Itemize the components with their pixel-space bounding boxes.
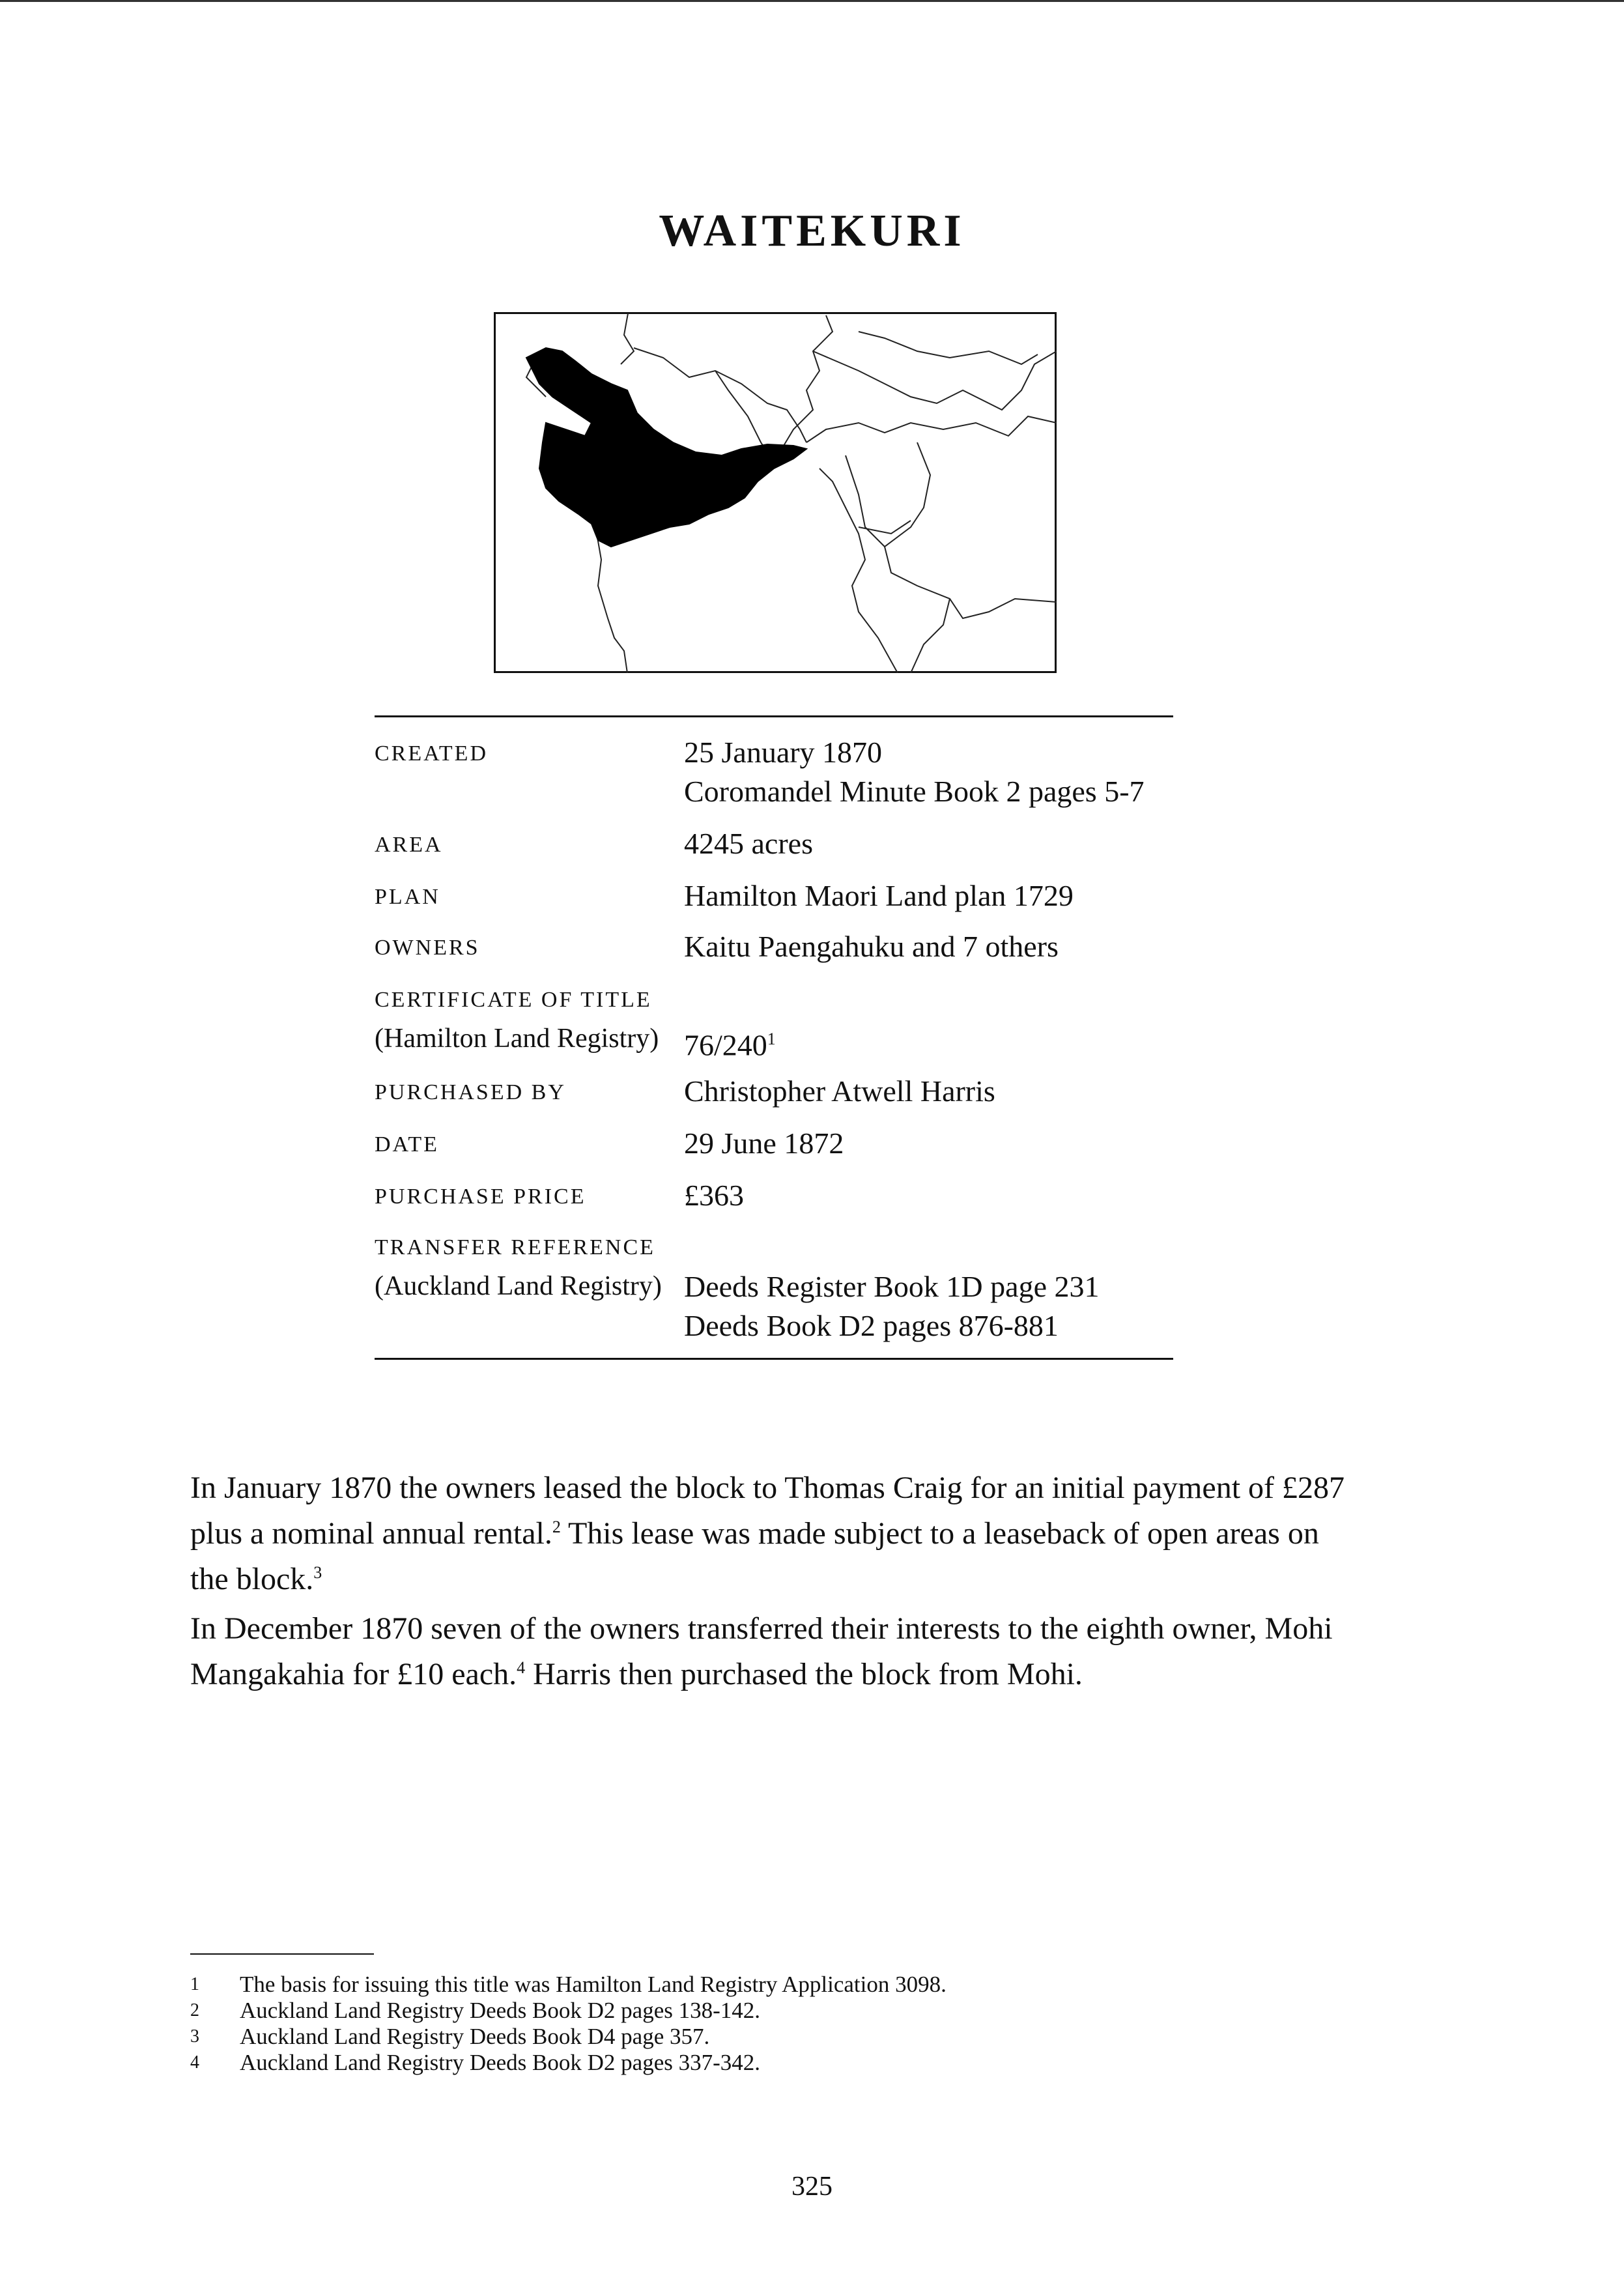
created-reference: Coromandel Minute Book 2 pages 5-7 bbox=[684, 775, 1145, 808]
page-top-border bbox=[0, 0, 1624, 2]
footnote-number: 1 bbox=[190, 1974, 199, 1994]
paragraph-text: This lease was made subject to a leaseback of open areas on the block. bbox=[190, 1516, 1319, 1596]
table-top-rule bbox=[375, 715, 1173, 717]
created-label: CREATED bbox=[375, 741, 488, 766]
paragraph-text: In January 1870 the owners leased the block to Thomas Craig for an initial payment of £287 plus a nominal annual rental. bbox=[190, 1471, 1345, 1551]
footnote-text: Auckland Land Registry Deeds Book D2 pages 138-142. bbox=[240, 1998, 761, 2023]
area-label: AREA bbox=[375, 833, 443, 857]
block-location-map bbox=[494, 312, 1057, 673]
footnote-4 bbox=[190, 2050, 760, 2076]
footnote-separator bbox=[190, 1953, 374, 1955]
certificate-registry-label: (Hamilton Land Registry) bbox=[375, 1024, 659, 1054]
purchase-price-value: £363 bbox=[684, 1179, 744, 1212]
date-label: DATE bbox=[375, 1132, 439, 1157]
footnote-3 bbox=[190, 2024, 709, 2050]
footnote-text: The basis for issuing this title was Hamilton Land Registry Application 3098. bbox=[240, 1972, 947, 1997]
certificate-of-title-value bbox=[684, 1019, 776, 1065]
page-number: 325 bbox=[791, 2172, 833, 2202]
footnote-ref: 2 bbox=[552, 1517, 561, 1536]
footnote-number: 2 bbox=[190, 2000, 199, 2020]
created-date: 25 January 1870 bbox=[684, 736, 883, 769]
table-bottom-rule bbox=[375, 1358, 1173, 1360]
footnote-2 bbox=[190, 1998, 760, 2024]
paragraph-text: Harris then purchased the block from Mohi. bbox=[525, 1657, 1083, 1691]
plan-value: Hamilton Maori Land plan 1729 bbox=[684, 879, 1074, 912]
paragraph-lease bbox=[190, 1469, 1363, 1599]
purchase-price-label: PURCHASE PRICE bbox=[375, 1185, 586, 1209]
owners-label: OWNERS bbox=[375, 936, 480, 960]
paragraph-text: In December 1870 seven of the owners transferred their interests to the eighth owner, Mohi Mangakahia for £10 each. bbox=[190, 1611, 1333, 1691]
certificate-of-title-label: CERTIFICATE OF TITLE bbox=[375, 988, 652, 1012]
paragraph-transfer bbox=[190, 1609, 1363, 1694]
purchased-by-label: PURCHASED BY bbox=[375, 1080, 566, 1104]
footnote-text: Auckland Land Registry Deeds Book D4 page 357. bbox=[240, 2024, 710, 2049]
transfer-reference-2: Deeds Book D2 pages 876-881 bbox=[684, 1309, 1059, 1342]
transfer-reference-1: Deeds Register Book 1D page 231 bbox=[684, 1270, 1100, 1303]
footnote-text: Auckland Land Registry Deeds Book D2 pages 337-342. bbox=[240, 2050, 761, 2075]
footnote-1 bbox=[190, 1972, 947, 1998]
area-value: 4245 acres bbox=[684, 827, 813, 860]
footnote-number: 4 bbox=[190, 2052, 199, 2073]
owners-value: Kaitu Paengahuku and 7 others bbox=[684, 930, 1059, 963]
footnote-ref: 1 bbox=[767, 1029, 776, 1048]
transfer-registry-label: (Auckland Land Registry) bbox=[375, 1271, 662, 1301]
page-title: WAITEKURI bbox=[659, 206, 965, 256]
transfer-reference-label: TRANSFER REFERENCE bbox=[375, 1235, 655, 1259]
plan-label: PLAN bbox=[375, 885, 440, 909]
footnote-number: 3 bbox=[190, 2026, 199, 2047]
footnote-ref: 4 bbox=[517, 1658, 526, 1677]
purchased-by-value: Christopher Atwell Harris bbox=[684, 1074, 995, 1108]
certificate-number: 76/240 bbox=[684, 1028, 767, 1062]
date-value: 29 June 1872 bbox=[684, 1127, 844, 1160]
footnote-ref: 3 bbox=[313, 1563, 322, 1582]
